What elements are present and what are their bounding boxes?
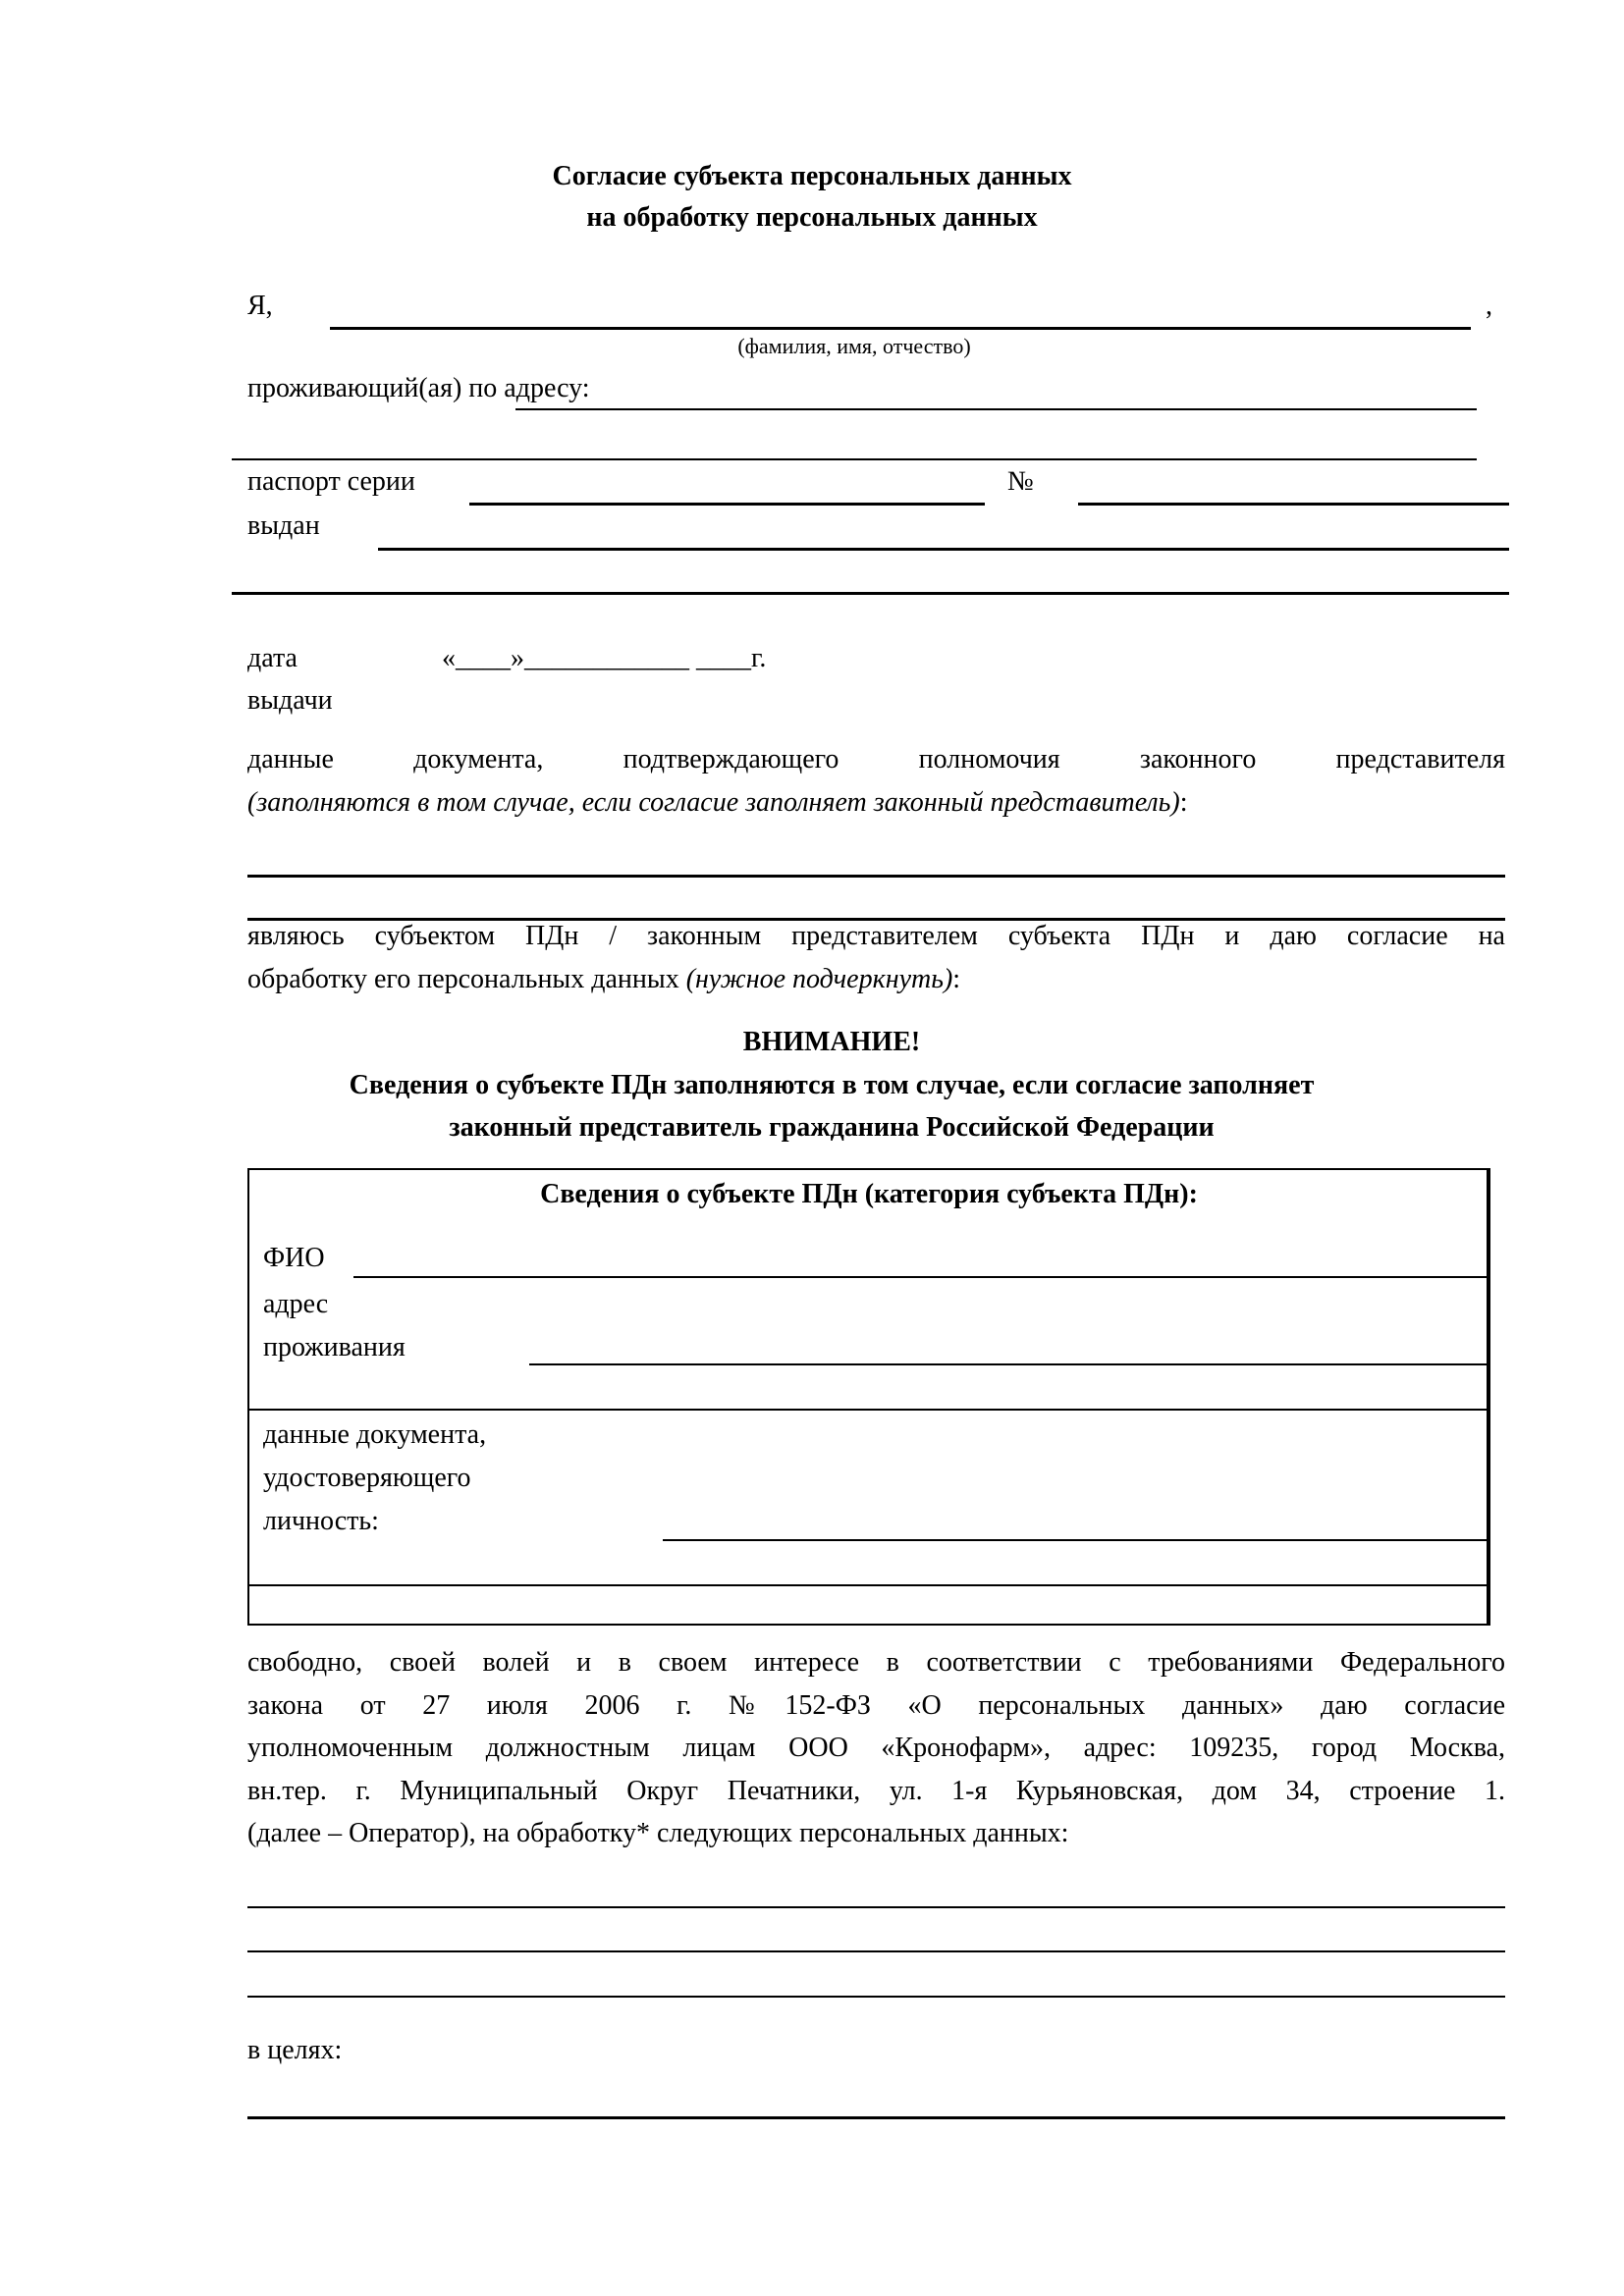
issue-date-label-1: дата xyxy=(247,643,298,673)
personal-data-input-line-3[interactable] xyxy=(247,1996,1505,1998)
representative-doc-label: данные документа, подтверждающего полномочия законного представителя xyxy=(247,744,1505,774)
notice-line-2: законный представитель гражданина Российской Федерации xyxy=(449,1112,1215,1143)
issued-by-input-line-2[interactable] xyxy=(232,592,1509,595)
fio-comma: , xyxy=(1486,291,1492,321)
notice-line-1: Сведения о субъекте ПДн заполняются в том случае, если согласие заполняет xyxy=(349,1070,1315,1100)
passport-number-input-line[interactable] xyxy=(1078,503,1509,506)
personal-data-input-line-2[interactable] xyxy=(247,1950,1505,1952)
subject-table-row-divider-2 xyxy=(247,1584,1490,1586)
subject-table-header: Сведения о субъекте ПДн (категория субъекта ПДн): xyxy=(540,1179,1198,1209)
issue-date-field[interactable]: «____»____________ ____г. xyxy=(442,643,767,673)
subject-id-doc-label-1: данные документа, xyxy=(263,1419,487,1450)
status-text: являюсь субъектом ПДн / законным представителем субъекта ПДн и даю согласие на xyxy=(247,921,1505,951)
subject-id-doc-input-line[interactable] xyxy=(663,1539,1490,1541)
subject-id-doc-label-3: личность: xyxy=(263,1506,379,1536)
purposes-label: в целях: xyxy=(247,2035,343,2065)
issued-by-label: выдан xyxy=(247,510,320,541)
consent-line-5: (далее – Оператор), на обработку* следующих персональных данных: xyxy=(247,1818,1069,1848)
consent-line-3: уполномоченным должностным лицам ООО «Кронофарм», адрес: 109235, город Москва, xyxy=(247,1733,1505,1763)
subject-address-input-line[interactable] xyxy=(529,1363,1490,1365)
document-title-line-2: на обработку персональных данных xyxy=(586,202,1038,233)
personal-data-input-line-1[interactable] xyxy=(247,1906,1505,1908)
address-label: проживающий(ая) по адресу: xyxy=(247,373,590,403)
status-text-row-2 xyxy=(247,966,960,993)
representative-doc-note-suffix: : xyxy=(1179,787,1188,818)
representative-doc-input-line[interactable] xyxy=(247,875,1505,878)
passport-series-label: паспорт серии xyxy=(247,466,415,497)
issue-date-label-2: выдачи xyxy=(247,685,333,716)
passport-number-sign: № xyxy=(1007,466,1034,497)
consent-line-4: вн.тер. г. Муниципальный Округ Печатники, ул. 1-я Курьяновская, дом 34, строение 1. xyxy=(247,1776,1505,1806)
address-input-line-1[interactable] xyxy=(515,408,1477,410)
fio-caption: (фамилия, имя, отчество) xyxy=(737,334,971,358)
notice-heading: ВНИМАНИЕ! xyxy=(742,1027,921,1057)
fio-input-line[interactable] xyxy=(330,327,1471,330)
subject-address-label-1: адрес xyxy=(263,1289,329,1319)
subject-fio-input-line[interactable] xyxy=(353,1276,1490,1278)
address-input-line-2[interactable] xyxy=(232,458,1477,460)
consent-line-1: свободно, своей волей и в своем интересе в соответствии с требованиями Федерального xyxy=(247,1647,1505,1678)
issued-by-input-line[interactable] xyxy=(378,548,1509,551)
consent-line-2: закона от 27 июля 2006 г. №152-ФЗ «О персональных данных» даю согласие xyxy=(247,1690,1505,1721)
subject-table-row-divider-1 xyxy=(247,1409,1490,1411)
status-suffix: : xyxy=(952,964,961,994)
purposes-input-line[interactable] xyxy=(247,2116,1505,2119)
ya-label: Я, xyxy=(247,291,273,321)
passport-series-input-line[interactable] xyxy=(469,503,985,506)
status-note: (нужное подчеркнуть) xyxy=(685,964,953,994)
representative-doc-note-row xyxy=(247,789,1187,817)
document-title-line-1: Согласие субъекта персональных данных xyxy=(552,161,1072,191)
status-text-2: обработку его персональных данных xyxy=(247,964,679,994)
subject-id-doc-label-2: удостоверяющего xyxy=(263,1463,471,1493)
subject-address-label-2: проживания xyxy=(263,1332,406,1362)
subject-fio-label: ФИО xyxy=(263,1243,325,1273)
subject-info-table xyxy=(247,1168,1490,1626)
representative-doc-note: (заполняются в том случае, если согласие заполняет законный представитель) xyxy=(247,787,1180,818)
